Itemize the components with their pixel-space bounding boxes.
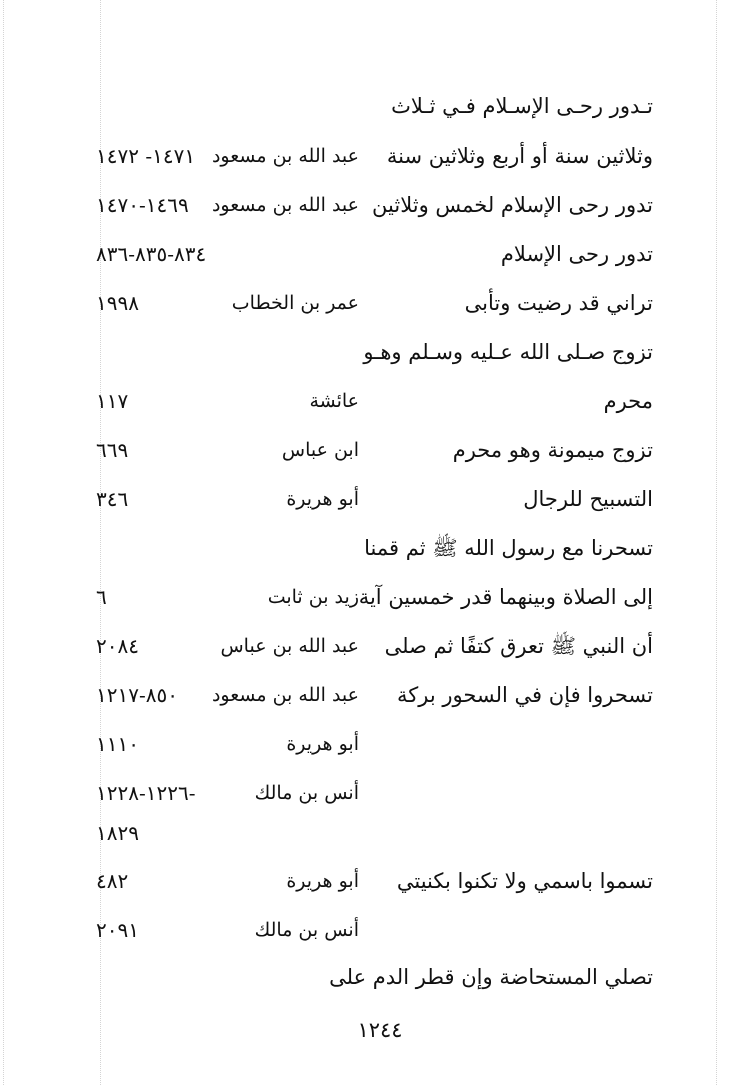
narrator-name: ابن عباس xyxy=(281,439,359,461)
hadith-text: تـدور رحـى الإسـلام فـي ثـلاث xyxy=(391,94,653,118)
index-entry xyxy=(0,677,749,713)
index-entry xyxy=(0,334,749,370)
index-entry xyxy=(0,530,749,566)
hadith-text: تدور رحى الإسلام xyxy=(500,242,653,266)
narrator-name: أبو هريرة xyxy=(286,870,359,892)
hadith-numbers: ١٢٢٦-١٢٢٨- xyxy=(96,781,196,805)
hadith-text: أن النبي ﷺ تعرق كتفًا ثم صلى xyxy=(384,634,653,658)
index-entry xyxy=(0,432,749,468)
narrator-name: عمر بن الخطاب xyxy=(231,292,359,314)
index-entry xyxy=(0,236,749,272)
index-entry xyxy=(0,383,749,419)
hadith-numbers: ٨٣٤-٨٣٥-٨٣٦ xyxy=(96,242,207,266)
hadith-numbers: ٦ xyxy=(96,585,107,609)
hadith-text: تصلي المستحاضة وإن قطر الدم على xyxy=(329,965,653,989)
hadith-text: تزوج صـلى الله عـليه وسـلم وهـو xyxy=(363,340,653,364)
hadith-numbers: ١٨٢٩ xyxy=(96,821,139,845)
index-entry xyxy=(0,775,749,811)
hadith-text: تدور رحى الإسلام لخمس وثلاثين xyxy=(372,193,653,217)
narrator-name: أبو هريرة xyxy=(286,488,359,510)
index-entry xyxy=(0,187,749,223)
hadith-text: تراني قد رضيت وتأبى xyxy=(464,291,653,315)
hadith-text: وثلاثين سنة أو أربع وثلاثين سنة xyxy=(386,144,653,168)
index-entry xyxy=(0,285,749,321)
hadith-numbers: ٨٥٠-١٢١٧ xyxy=(96,683,178,707)
hadith-numbers: ٦٦٩ xyxy=(96,438,129,462)
hadith-text: محرم xyxy=(603,389,653,413)
hadith-numbers: ٢٠٩١ xyxy=(96,918,139,942)
narrator-name: عائشة xyxy=(309,390,359,412)
index-entry xyxy=(0,628,749,664)
hadith-numbers: ١١٧ xyxy=(96,389,129,413)
narrator-name: أنس بن مالك xyxy=(254,919,359,941)
narrator-name: زيد بن ثابت xyxy=(267,586,359,608)
hadith-numbers: ٤٨٢ xyxy=(96,869,129,893)
index-entry xyxy=(0,138,749,174)
index-entry xyxy=(0,912,749,948)
index-entry xyxy=(0,579,749,615)
page-number: ١٢٤٤ xyxy=(357,1018,403,1042)
index-entry xyxy=(0,959,749,995)
hadith-numbers: ١٤٦٩-١٤٧٠ xyxy=(96,193,189,217)
hadith-text: تسموا باسمي ولا تكنوا بكنيتي xyxy=(396,869,653,893)
hadith-numbers: ٣٤٦ xyxy=(96,487,129,511)
index-entry xyxy=(0,481,749,517)
narrator-name: أنس بن مالك xyxy=(254,782,359,804)
index-entry xyxy=(0,726,749,762)
index-entry xyxy=(0,815,749,851)
narrator-name: أبو هريرة xyxy=(286,733,359,755)
hadith-text: تسحروا فإن في السحور بركة xyxy=(397,683,653,707)
hadith-numbers: ١٤٧١- ١٤٧٢ xyxy=(96,144,196,168)
hadith-numbers: ١٩٩٨ xyxy=(96,291,139,315)
index-entry xyxy=(0,88,749,124)
hadith-text: تزوج ميمونة وهو محرم xyxy=(452,438,653,462)
hadith-text: إلى الصلاة وبينهما قدر خمسين آية xyxy=(358,585,653,609)
hadith-numbers: ٢٠٨٤ xyxy=(96,634,139,658)
narrator-name: عبد الله بن مسعود xyxy=(211,194,359,216)
narrator-name: عبد الله بن مسعود xyxy=(211,145,359,167)
hadith-text: تسحرنا مع رسول الله ﷺ ثم قمنا xyxy=(364,536,653,560)
hadith-text: التسبيح للرجال xyxy=(523,487,653,511)
index-entry xyxy=(0,863,749,899)
narrator-name: عبد الله بن عباس xyxy=(220,635,359,657)
narrator-name: عبد الله بن مسعود xyxy=(211,684,359,706)
hadith-numbers: ١١١٠ xyxy=(96,732,139,756)
